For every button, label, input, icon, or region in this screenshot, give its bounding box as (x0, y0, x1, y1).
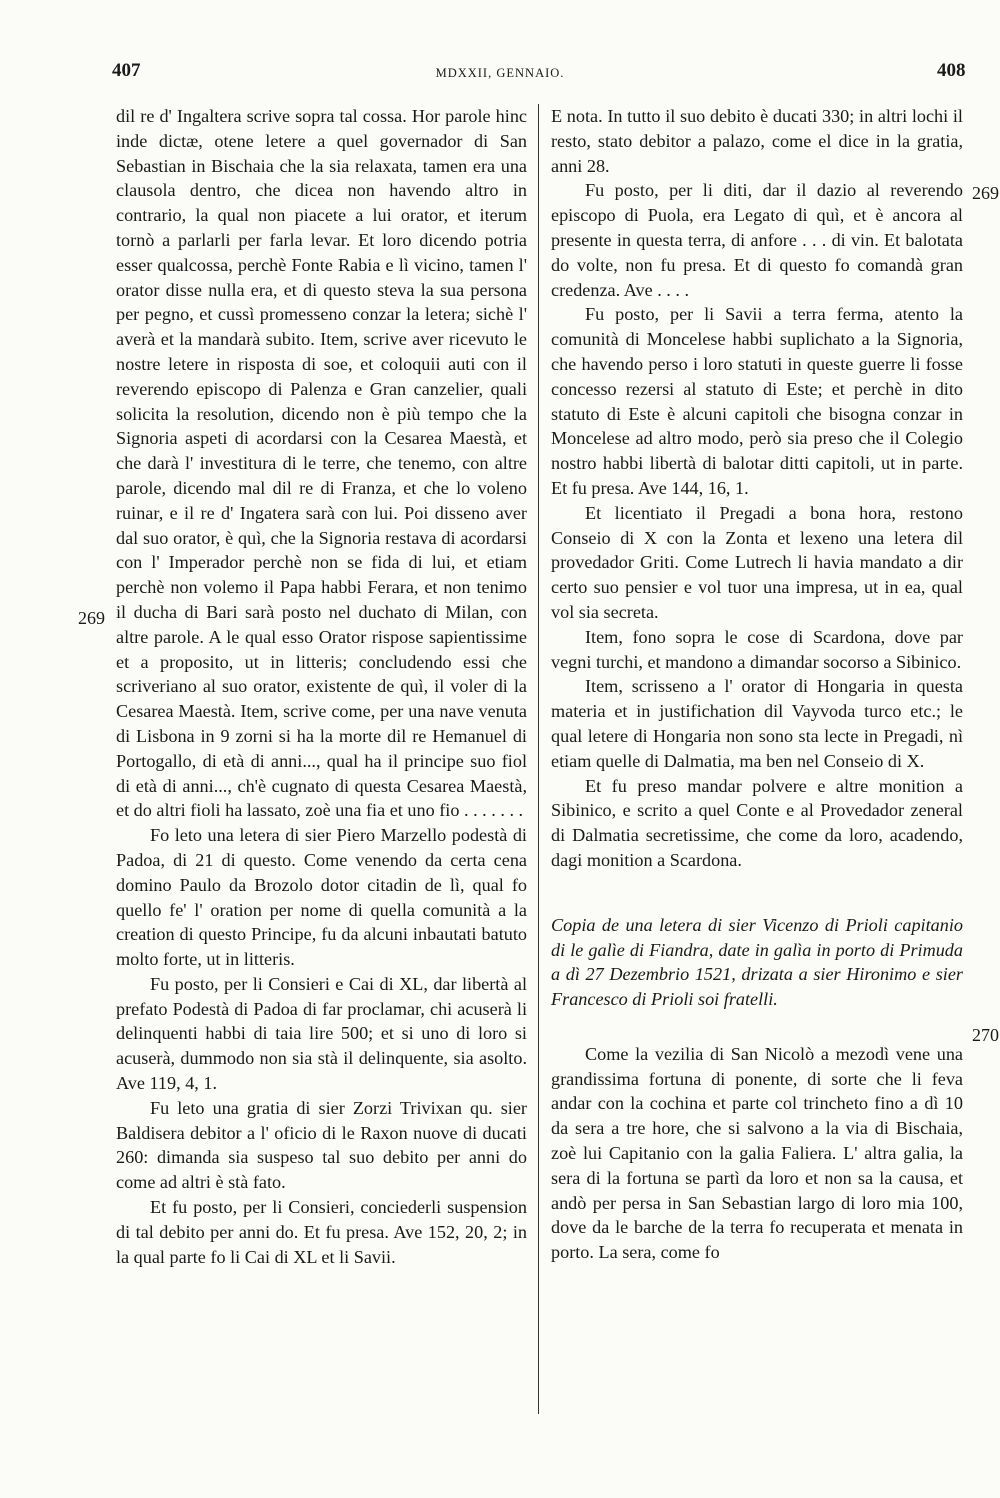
right-paragraph-8: Come la vezilia di San Nicolò a mezodì vene una grandissima fortuna di ponente, di sorte che li feva andar con la cochina et parte col trincheto fino a dì 10 da sera a tre hore, che si salvono a la via di Bischaia, zoè lui Capitanio con la galia Faliera. L' altra galia, la sera di la fortuna se partì da loro et non sa la causa, et andò per persa in San Sebastian largo di loro mia 100, dove da le barche de la terra fo recuperata et menata in porto. La sera, come fo (551, 1043, 963, 1263)
right-paragraph-4: Et licentiato il Pregadi a bona hora, restono Conseio di X con la Zonta et lexeno una letera dil provedador Griti. Come Lutrech li havia mandato a dir certo suo pensier e vol tuor una impresa, ut in ea, qual vol sia secreta. (551, 502, 963, 622)
margin-number-right-269: 269 (972, 183, 999, 203)
page-number-right: 408 (937, 60, 966, 81)
right-paragraph-7: Et fu preso mandar polvere e altre monition a Sibinico, e scrito a quel Conte e al Provedador zeneral di Dalmatia secretissime, che come da loro, acadendo, dagi monition a Scardona. (551, 775, 963, 870)
right-paragraph-1: E nota. In tutto il suo debito è ducati 330; in altri lochi il resto, stato debitor a palazo, come el dice in la gratia, anni 28. (551, 106, 963, 176)
left-paragraph-2: Fo leto una letera di sier Piero Marzello podestà di Padoa, di 21 di questo. Come venendo da certa cena domino Paulo da Brozolo dotor citadin de lì, qual fo quello fe' l' oration per nome di quella comunità a la creation di questo Principe, fu da alcuni inbautati batuto molto forte, ut in litteris. (116, 825, 527, 970)
running-title: MDXXII, GENNAIO. (435, 66, 565, 80)
left-paragraph-4: Fu leto una gratia di sier Zorzi Trivixan qu. sier Baldisera debitor a l' oficio di le Raxon nuove di ducati 260: dimanda sia suspeso tal suo debito per anni do come ad altri è stà fato. (116, 1097, 527, 1193)
margin-number-right-270: 270 (972, 1025, 999, 1045)
right-paragraph-2: Fu posto, per li diti, dar il dazio al reverendo episcopo di Puola, era Legato di quì, et è ancora al presente in questa terra, di anfore . . . di vin. Et balotata do volte, non fu presa. Et di questo fo comandà gran credenza. Ave . . . . (551, 180, 963, 300)
left-column (116, 104, 527, 1269)
margin-number-left: 269 (78, 608, 105, 628)
page-number-left: 407 (112, 60, 141, 81)
right-paragraph-3: Fu posto, per li Savii a terra ferma, atento la comunità di Moncelese habbi suplichato a la Signoria, che havendo perso i loro statuti in queste guerre li fosse concesso rezersi al statuto di Este; et perchè in dito statuto di Este è alcuni capitoli che bisogna conzar in Moncelese ad altro modo, però sia preso che il Colegio nostro habbi libertà di balotar ditti capitoli, ut in parte. Et fu presa. Ave 144, 16, 1. (551, 304, 963, 498)
left-paragraph-5: Et fu posto, per li Consieri, conciederli suspension di tal debito per anni do. Et fu presa. Ave 152, 20, 2; in la qual parte fo li Cai di XL et li Savii. (116, 1197, 527, 1267)
right-column (551, 104, 963, 1265)
right-paragraph-6: Item, scrisseno a l' orator di Hongaria in questa materia et in justifichation dil Vayvoda turco etc.; le qual letere di Hongaria non sono sta lecte in Pregadi, nì etiam quelle di Dalmatia, ma ben nel Conseio di X. (551, 676, 963, 771)
letter-heading: Copia de una letera di sier Vicenzo di Prioli capitanio di le galìe di Fiandra, date in galìa in porto di Primuda a dì 27 Dezembrio 1521, drizata a sier Hironimo e sier Francesco di Prioli soi fratelli. (551, 914, 963, 1010)
column-divider (538, 104, 539, 1414)
right-paragraph-5: Item, fono sopra le cose di Scardona, dove par vegni turchi, et mandono a dimandar socorso a Sibinico. (551, 626, 963, 672)
left-paragraph-1: dil re d' Ingaltera scrive sopra tal cossa. Hor parole hinc inde dictæ, otene letere a quel governador di San Sebastian in Bischaia che la sia relaxata, tamen era una clausola dentro, che dicea non havendo altro in contrario, la qual non piacete a lui orator, et iterum tornò a parlarli per farla levar. Et loro dicendo potria esser qualcossa, perchè Fonte Rabia e lì vicino, tamen l' orator disse nulla era, et di questo steva la sua persona per pegno, et cussì promesseno conzar la letera; sichè l' averà et la mandarà subito. Item, scrive aver ricevuto le nostre letere in risposta di soe, et coloquii auti con il reverendo episcopo di Palenza e Gran canzelier, quali solicita la resolution, dicendo non è più tempo che la Signoria aspeti di acordarsi con la Cesarea Maestà, et che darà l' investitura di le terre, che tenemo, con altre parole, dicendo mal dil re di Franza, et che lo voleno ruinar, e il re d' Ingatera sarà con lui. Poi disseno aver dal suo orator, è quì, che la Signoria restava di acordarsi con l' Imperador perchè non se fida di lui, et etiam perchè non volemo il Papa habbi Ferara, et non tenimo il ducha di Bari sarà posto nel duchato di Milan, con altre parole. A le qual esso Orator rispose sapientissime et a proposito, ut in litteris; concludendo essi che scriveriano al suo orator, existente de quì, il voler di la Cesarea Maestà. Item, scrive come, per una nave venuta di Lisbona in 9 zorni si ha la morte dil re Hemanuel di Portogallo, di età di anni..., qual ha il principe suo fiol di età di anni..., ch'è cugnato di questa Cesarea Maestà, et do altri fioli ha lassato, zoè una fia et uno fio . . . . . . . (116, 106, 527, 821)
left-paragraph-3: Fu posto, per li Consieri e Cai di XL, dar libertà al prefato Podestà di Padoa di far proclamar, chi acuserà li delinquenti habbi di taia lire 500; et si uno di loro si acuserà, dummodo non sia stà il delinquente, sia asolto. Ave 119, 4, 1. (116, 973, 527, 1094)
